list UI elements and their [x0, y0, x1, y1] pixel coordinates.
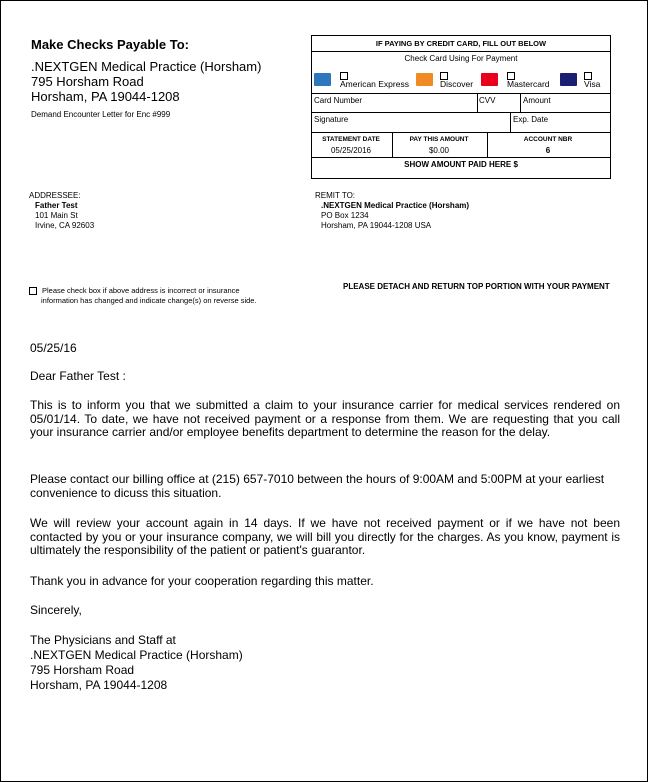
- signature-line-3: 795 Horsham Road: [30, 663, 135, 677]
- payable-title: Make Checks Payable To:: [31, 37, 189, 52]
- account-nbr-label: ACCOUNT NBR: [523, 136, 573, 143]
- practice-street: 795 Horsham Road: [31, 74, 144, 89]
- visa-label: Visa: [584, 79, 601, 89]
- account-nbr: 6: [545, 146, 551, 155]
- letter-paragraph-2: Please contact our billing office at (215) 657-7010 between the hours of 9:00AM and 5:00PM at your earliest convenience to dicuss this situation.: [30, 472, 605, 500]
- pay-amount-label: PAY THIS AMOUNT: [409, 136, 469, 143]
- detach-instruction: PLEASE DETACH AND RETURN TOP PORTION WITH YOUR PAYMENT: [343, 282, 610, 291]
- address-change-text-2: information has changed and indicate change(s) on reverse side.: [41, 296, 257, 305]
- addressee-label: ADDRESSEE:: [29, 191, 81, 200]
- cvv-field[interactable]: CVV: [479, 96, 496, 105]
- remit-label: REMIT TO:: [315, 191, 356, 200]
- remit-city: Horsham, PA 19044-1208 USA: [321, 221, 432, 230]
- divider: [510, 113, 511, 132]
- signature-line-2: .NEXTGEN Medical Practice (Horsham): [30, 648, 243, 662]
- mastercard-label: Mastercard: [507, 79, 550, 89]
- amount-field[interactable]: Amount: [523, 96, 551, 105]
- credit-card-header: IF PAYING BY CREDIT CARD, FILL OUT BELOW: [312, 36, 610, 52]
- address-change-text-1: Please check box if above address is incorrect or insurance: [42, 286, 240, 295]
- divider: [487, 133, 488, 157]
- show-amount-field[interactable]: SHOW AMOUNT PAID HERE $: [404, 160, 518, 169]
- signature-row: [312, 113, 610, 133]
- letter-greeting: Dear Father Test :: [30, 369, 126, 383]
- amex-logo-icon: [314, 73, 331, 86]
- card-number-field[interactable]: Card Number: [314, 96, 363, 105]
- letter-paragraph-3: We will review your account again in 14 days. If we have not received payment or if we have not been contacted by you or your insurance company, we will bill you directly for the charges. As you know, payment is ultimately the responsibility of the patient or patient's guarantor.: [30, 516, 620, 558]
- divider: [477, 94, 478, 112]
- signature-field[interactable]: Signature: [314, 115, 349, 124]
- remit-block: [315, 191, 469, 231]
- credit-card-subheader: Check Card Using For Payment: [404, 54, 518, 63]
- practice-city: Horsham, PA 19044-1208: [31, 89, 180, 104]
- addressee-street: 101 Main St: [35, 211, 78, 220]
- credit-card-box: [311, 35, 611, 179]
- divider: [520, 94, 521, 112]
- address-change-checkbox[interactable]: [29, 287, 37, 295]
- letter-paragraph-4: Thank you in advance for your cooperation regarding this matter.: [30, 574, 374, 588]
- pay-amount: $0.00: [428, 146, 450, 155]
- signature-line-4: Horsham, PA 19044-1208: [30, 678, 168, 692]
- mastercard-logo-icon: [481, 73, 498, 86]
- statement-row: [312, 133, 610, 158]
- practice-address: [31, 59, 261, 104]
- addressee-city: Irvine, CA 92603: [35, 221, 95, 230]
- card-options: [312, 67, 610, 94]
- discover-logo-icon: [416, 73, 433, 86]
- signature-line-1: The Physicians and Staff at: [30, 633, 176, 647]
- addressee-name: Father Test: [35, 201, 78, 210]
- statement-date-label: STATEMENT DATE: [322, 136, 380, 143]
- discover-label: Discover: [440, 79, 474, 89]
- divider: [392, 133, 393, 157]
- remit-name: .NEXTGEN Medical Practice (Horsham): [321, 201, 470, 210]
- statement-date: 05/25/2016: [330, 146, 372, 155]
- exp-date-field[interactable]: Exp. Date: [513, 115, 549, 124]
- letter-paragraph-1: This is to inform you that we submitted a claim to your insurance carrier for medical services rendered on 05/01/14. To date, we have not received payment or a response from them. We are requesting that you call your insurance carrier and/or employee benefits department to determine the reason for the delay.: [30, 398, 620, 440]
- card-number-row: [312, 94, 610, 113]
- letter-signature: [30, 633, 620, 693]
- encounter-label: Demand Encounter Letter for Enc #999: [31, 110, 171, 119]
- letter-closing: Sincerely,: [30, 603, 82, 617]
- amex-label: American Express: [340, 79, 409, 89]
- remit-street: PO Box 1234: [321, 211, 369, 220]
- letter-date: 05/25/16: [30, 341, 77, 355]
- visa-logo-icon: [560, 73, 577, 86]
- address-change-note: [29, 286, 309, 306]
- addressee-block: [29, 191, 94, 231]
- practice-name: .NEXTGEN Medical Practice (Horsham): [31, 59, 262, 74]
